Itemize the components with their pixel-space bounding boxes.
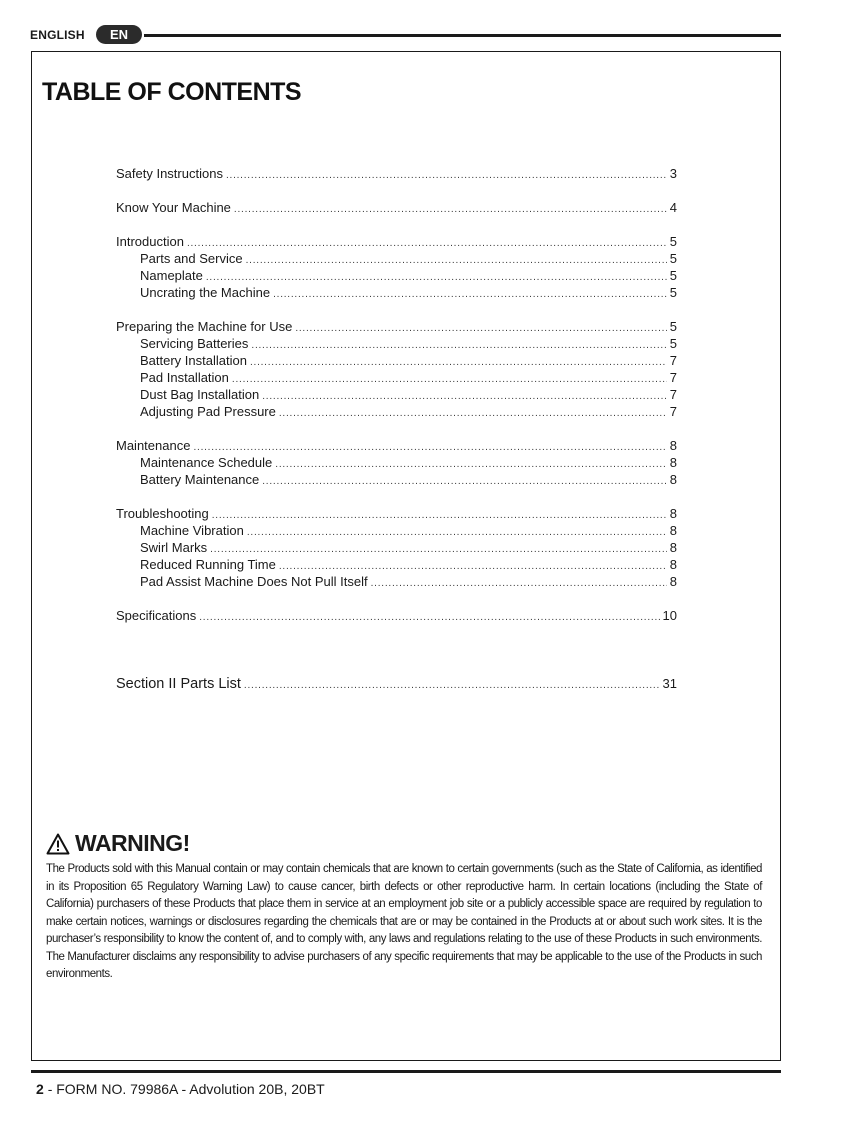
toc-entry-label: Reduced Running Time xyxy=(140,557,276,572)
toc-entry-label: Adjusting Pad Pressure xyxy=(140,404,276,419)
toc-entry-label: Swirl Marks xyxy=(140,540,208,555)
toc-entry-page: 8 xyxy=(669,438,677,453)
header-rule xyxy=(144,34,781,37)
toc-entry-label: Dust Bag Installation xyxy=(140,387,260,402)
toc-entry-label: Pad Assist Machine Does Not Pull Itself xyxy=(140,574,368,589)
toc-entry-label: Maintenance xyxy=(116,438,191,453)
toc-entry-page: 8 xyxy=(669,540,677,555)
toc-entry-page: 5 xyxy=(669,319,677,334)
toc-entry-troubleshooting[interactable] xyxy=(116,506,677,524)
toc-entry-label: Nameplate xyxy=(140,268,203,283)
toc-entry-page: 5 xyxy=(669,268,677,283)
toc-entry-specifications[interactable] xyxy=(116,608,677,626)
toc-entry-page: 8 xyxy=(669,523,677,538)
toc-entry-dust-bag-installation[interactable] xyxy=(140,387,677,405)
toc-entry-page: 5 xyxy=(669,285,677,300)
warning-triangle-icon xyxy=(46,833,70,855)
toc-entry-label: Know Your Machine xyxy=(116,200,231,215)
toc-entry-safety-instructions[interactable] xyxy=(116,166,677,184)
toc-entry-label: Maintenance Schedule xyxy=(140,455,273,470)
warning-body: The Products sold with this Manual contain or may contain chemicals that are known to certain governments (such as the State of California, as identified in its Proposition 65 Regulatory Warning Law) to cause cancer, birth defects or other reproductive harm. In certain locations (including the State of California) purchasers of these Products that place them in service at an employment job site or a publicly accessible space are required by regulation to make certain notices, warnings or disclosures regarding the chemicals that are or may be contained in the Products at or about such work sites. It is the purchaser’s responsibility to know the content of, and to comply with, any laws and regulations relating to the use of these Products in such environments. The Manufacturer disclaims any responsibility to advise purchasers of any specific requirements that may be applicable to the use of the Products in such environments. xyxy=(46,863,762,980)
toc-entry-label: Parts and Service xyxy=(140,251,243,266)
language-label: ENGLISH xyxy=(30,28,85,42)
toc-entry-swirl-marks[interactable] xyxy=(140,540,677,558)
toc-entry-maintenance[interactable] xyxy=(116,438,677,456)
toc-entry-label: Troubleshooting xyxy=(116,506,209,521)
toc-entry-label: Machine Vibration xyxy=(140,523,244,538)
toc-entry-reduced-running-time[interactable] xyxy=(140,557,677,575)
toc-entry-page: 8 xyxy=(669,506,677,521)
toc-entry-page: 8 xyxy=(669,574,677,589)
toc-entry-page: 10 xyxy=(662,608,677,623)
toc-entry-section-ii-parts-list[interactable] xyxy=(116,675,677,695)
page-number: 2 xyxy=(36,1081,44,1097)
toc-entry-know-your-machine[interactable] xyxy=(116,200,677,218)
toc-entry-page: 8 xyxy=(669,557,677,572)
toc-entry-adjusting-pad-pressure[interactable] xyxy=(140,404,677,422)
toc-entry-page: 7 xyxy=(669,370,677,385)
toc-entry-page: 7 xyxy=(669,387,677,402)
toc-entry-uncrating-the-machine[interactable] xyxy=(140,285,677,303)
toc-entry-label: Section II Parts List xyxy=(116,676,241,692)
toc-entry-parts-and-service[interactable] xyxy=(140,251,677,269)
warning-title: WARNING! xyxy=(75,830,190,856)
toc-entry-page: 8 xyxy=(669,455,677,470)
toc-entry-label: Uncrating the Machine xyxy=(140,285,271,300)
page-footer xyxy=(36,1081,325,1097)
toc-entry-battery-installation[interactable] xyxy=(140,353,677,371)
form-number: - FORM NO. 79986A - Advolution 20B, 20BT xyxy=(47,1081,325,1097)
toc-entry-label: Safety Instructions xyxy=(116,166,223,181)
toc-entry-machine-vibration[interactable] xyxy=(140,523,677,541)
toc-entry-pad-assist-does-not-pull[interactable] xyxy=(140,574,677,592)
toc-entry-page: 5 xyxy=(669,251,677,266)
toc-entry-preparing-the-machine[interactable] xyxy=(116,319,677,337)
toc-entry-page: 4 xyxy=(669,200,677,215)
toc-entry-label: Specifications xyxy=(116,608,197,623)
toc-entry-servicing-batteries[interactable] xyxy=(140,336,677,354)
language-badge: EN xyxy=(96,25,142,44)
toc-entry-maintenance-schedule[interactable] xyxy=(140,455,677,473)
toc-entry-page: 5 xyxy=(669,234,677,249)
toc-entry-battery-maintenance[interactable] xyxy=(140,472,677,490)
toc-entry-introduction[interactable] xyxy=(116,234,677,252)
toc-entry-label: Servicing Batteries xyxy=(140,336,249,351)
toc-entry-page: 3 xyxy=(669,166,677,181)
page-title: TABLE OF CONTENTS xyxy=(42,78,302,106)
toc-entry-page: 7 xyxy=(669,353,677,368)
toc-entry-label: Battery Installation xyxy=(140,353,247,368)
toc-entry-label: Preparing the Machine for Use xyxy=(116,319,293,334)
warning-heading xyxy=(46,830,190,857)
toc-entry-label: Pad Installation xyxy=(140,370,229,385)
toc-entry-page: 8 xyxy=(669,472,677,487)
toc-entry-page: 31 xyxy=(662,676,677,691)
footer-rule xyxy=(31,1070,781,1073)
toc-entry-page: 7 xyxy=(669,404,677,419)
toc-entry-page: 5 xyxy=(669,336,677,351)
toc-entry-label: Battery Maintenance xyxy=(140,472,260,487)
toc-entry-label: Introduction xyxy=(116,234,184,249)
toc-entry-pad-installation[interactable] xyxy=(140,370,677,388)
toc-entry-nameplate[interactable] xyxy=(140,268,677,286)
